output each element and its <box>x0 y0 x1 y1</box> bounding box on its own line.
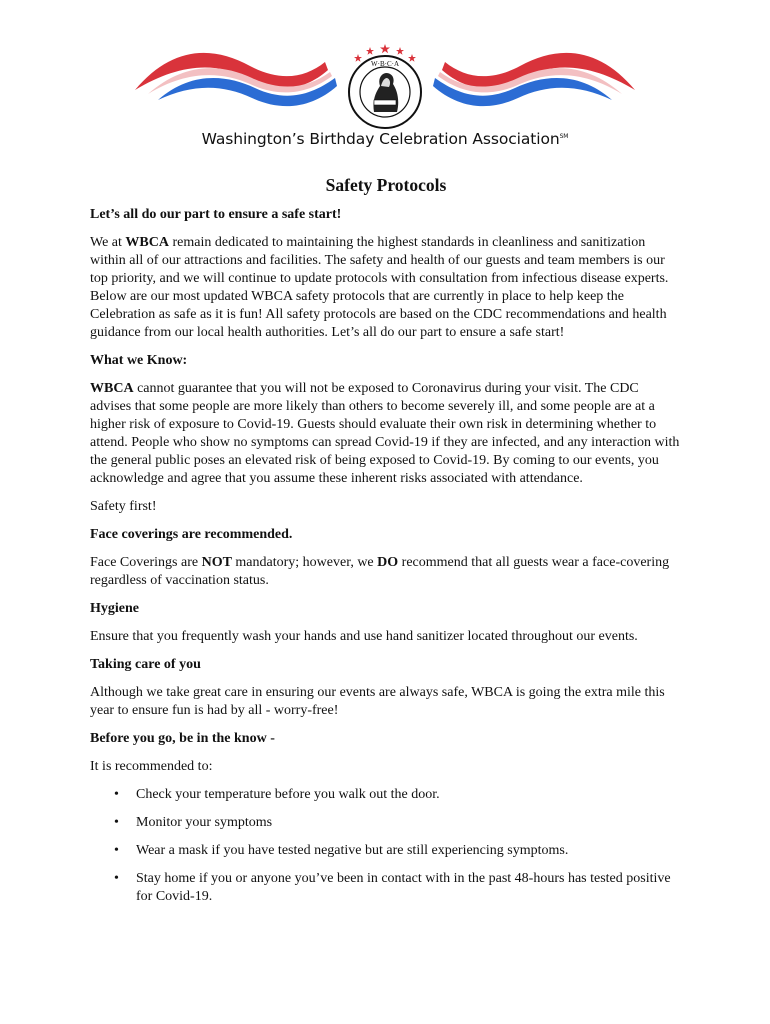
taking-care-paragraph: Although we take great care in ensuring our events are always safe, WBCA is going the extra mile this year to ensure fun is had by all - worry-free! <box>90 685 665 718</box>
safety-first-text: Safety first! <box>90 499 157 514</box>
list-item: • Monitor your symptoms <box>136 814 682 832</box>
recommendations-list <box>90 786 682 906</box>
letterhead <box>0 0 770 160</box>
wbca-strong: WBCA <box>125 235 169 250</box>
right-ribbon <box>433 53 635 106</box>
service-mark: SM <box>559 132 569 140</box>
wbca-seal-logo <box>334 42 436 132</box>
org-name-text: Washington’s Birthday Celebration Association <box>201 130 560 148</box>
hygiene-heading: Hygiene <box>90 601 139 616</box>
wbca-strong: WBCA <box>90 381 134 396</box>
document-body <box>90 174 682 916</box>
left-ribbon <box>135 53 337 106</box>
list-item: • Wear a mask if you have tested negative but are still experiencing symptoms. <box>136 842 682 860</box>
tagline: Let’s all do our part to ensure a safe start! <box>90 207 342 222</box>
page-title: Safety Protocols <box>325 175 447 195</box>
intro-paragraph: We at WBCA remain dedicated to maintaining the highest standards in cleanliness and sanitization within all of our attractions and facilities. The safety and health of our guests and team members is our top priority, and we will continue to update protocols with consultation from infectious disease experts. Below are our most updated WBCA safety protocols that are currently in place to help keep the Celebration as safe as it is fun! All safety protocols are based on the CDC recommendations and health guidance from our local health authorities. Let’s all do our part to ensure a safe start! <box>90 235 669 340</box>
seal-initials: W·B·C·A <box>371 60 399 68</box>
before-you-go-heading: Before you go, be in the know - <box>90 731 275 746</box>
taking-care-heading: Taking care of you <box>90 657 201 672</box>
org-name <box>0 130 770 148</box>
what-we-know-paragraph: WBCA cannot guarantee that you will not be exposed to Coronavirus during your visit. The CDC advises that some people are more likely than others to become severely ill, and some people are at a higher risk of exposure to Covid-19. Guests should evaluate their own risk in determining whether to attend. People who show no symptoms can spread Covid-19 if they are infected, and any interaction with the general public poses an elevated risk of being exposed to Covid-19. By coming to our events, you acknowledge and agree that you assume these inherent risks associated with attendance. <box>90 381 680 486</box>
face-coverings-paragraph: Face Coverings are NOT mandatory; however, we DO recommend that all guests wear a face-covering regardless of vaccination status. <box>90 555 670 588</box>
list-item: • Check your temperature before you walk out the door. <box>136 786 682 804</box>
list-item: • Stay home if you or anyone you’ve been in contact with in the past 48-hours has tested positive for Covid-19. <box>136 870 682 906</box>
what-we-know-heading: What we Know: <box>90 353 188 368</box>
recommended-lead: It is recommended to: <box>90 759 213 774</box>
face-coverings-heading: Face coverings are recommended. <box>90 527 293 542</box>
hygiene-paragraph: Ensure that you frequently wash your hands and use hand sanitizer located throughout our events. <box>90 629 638 644</box>
